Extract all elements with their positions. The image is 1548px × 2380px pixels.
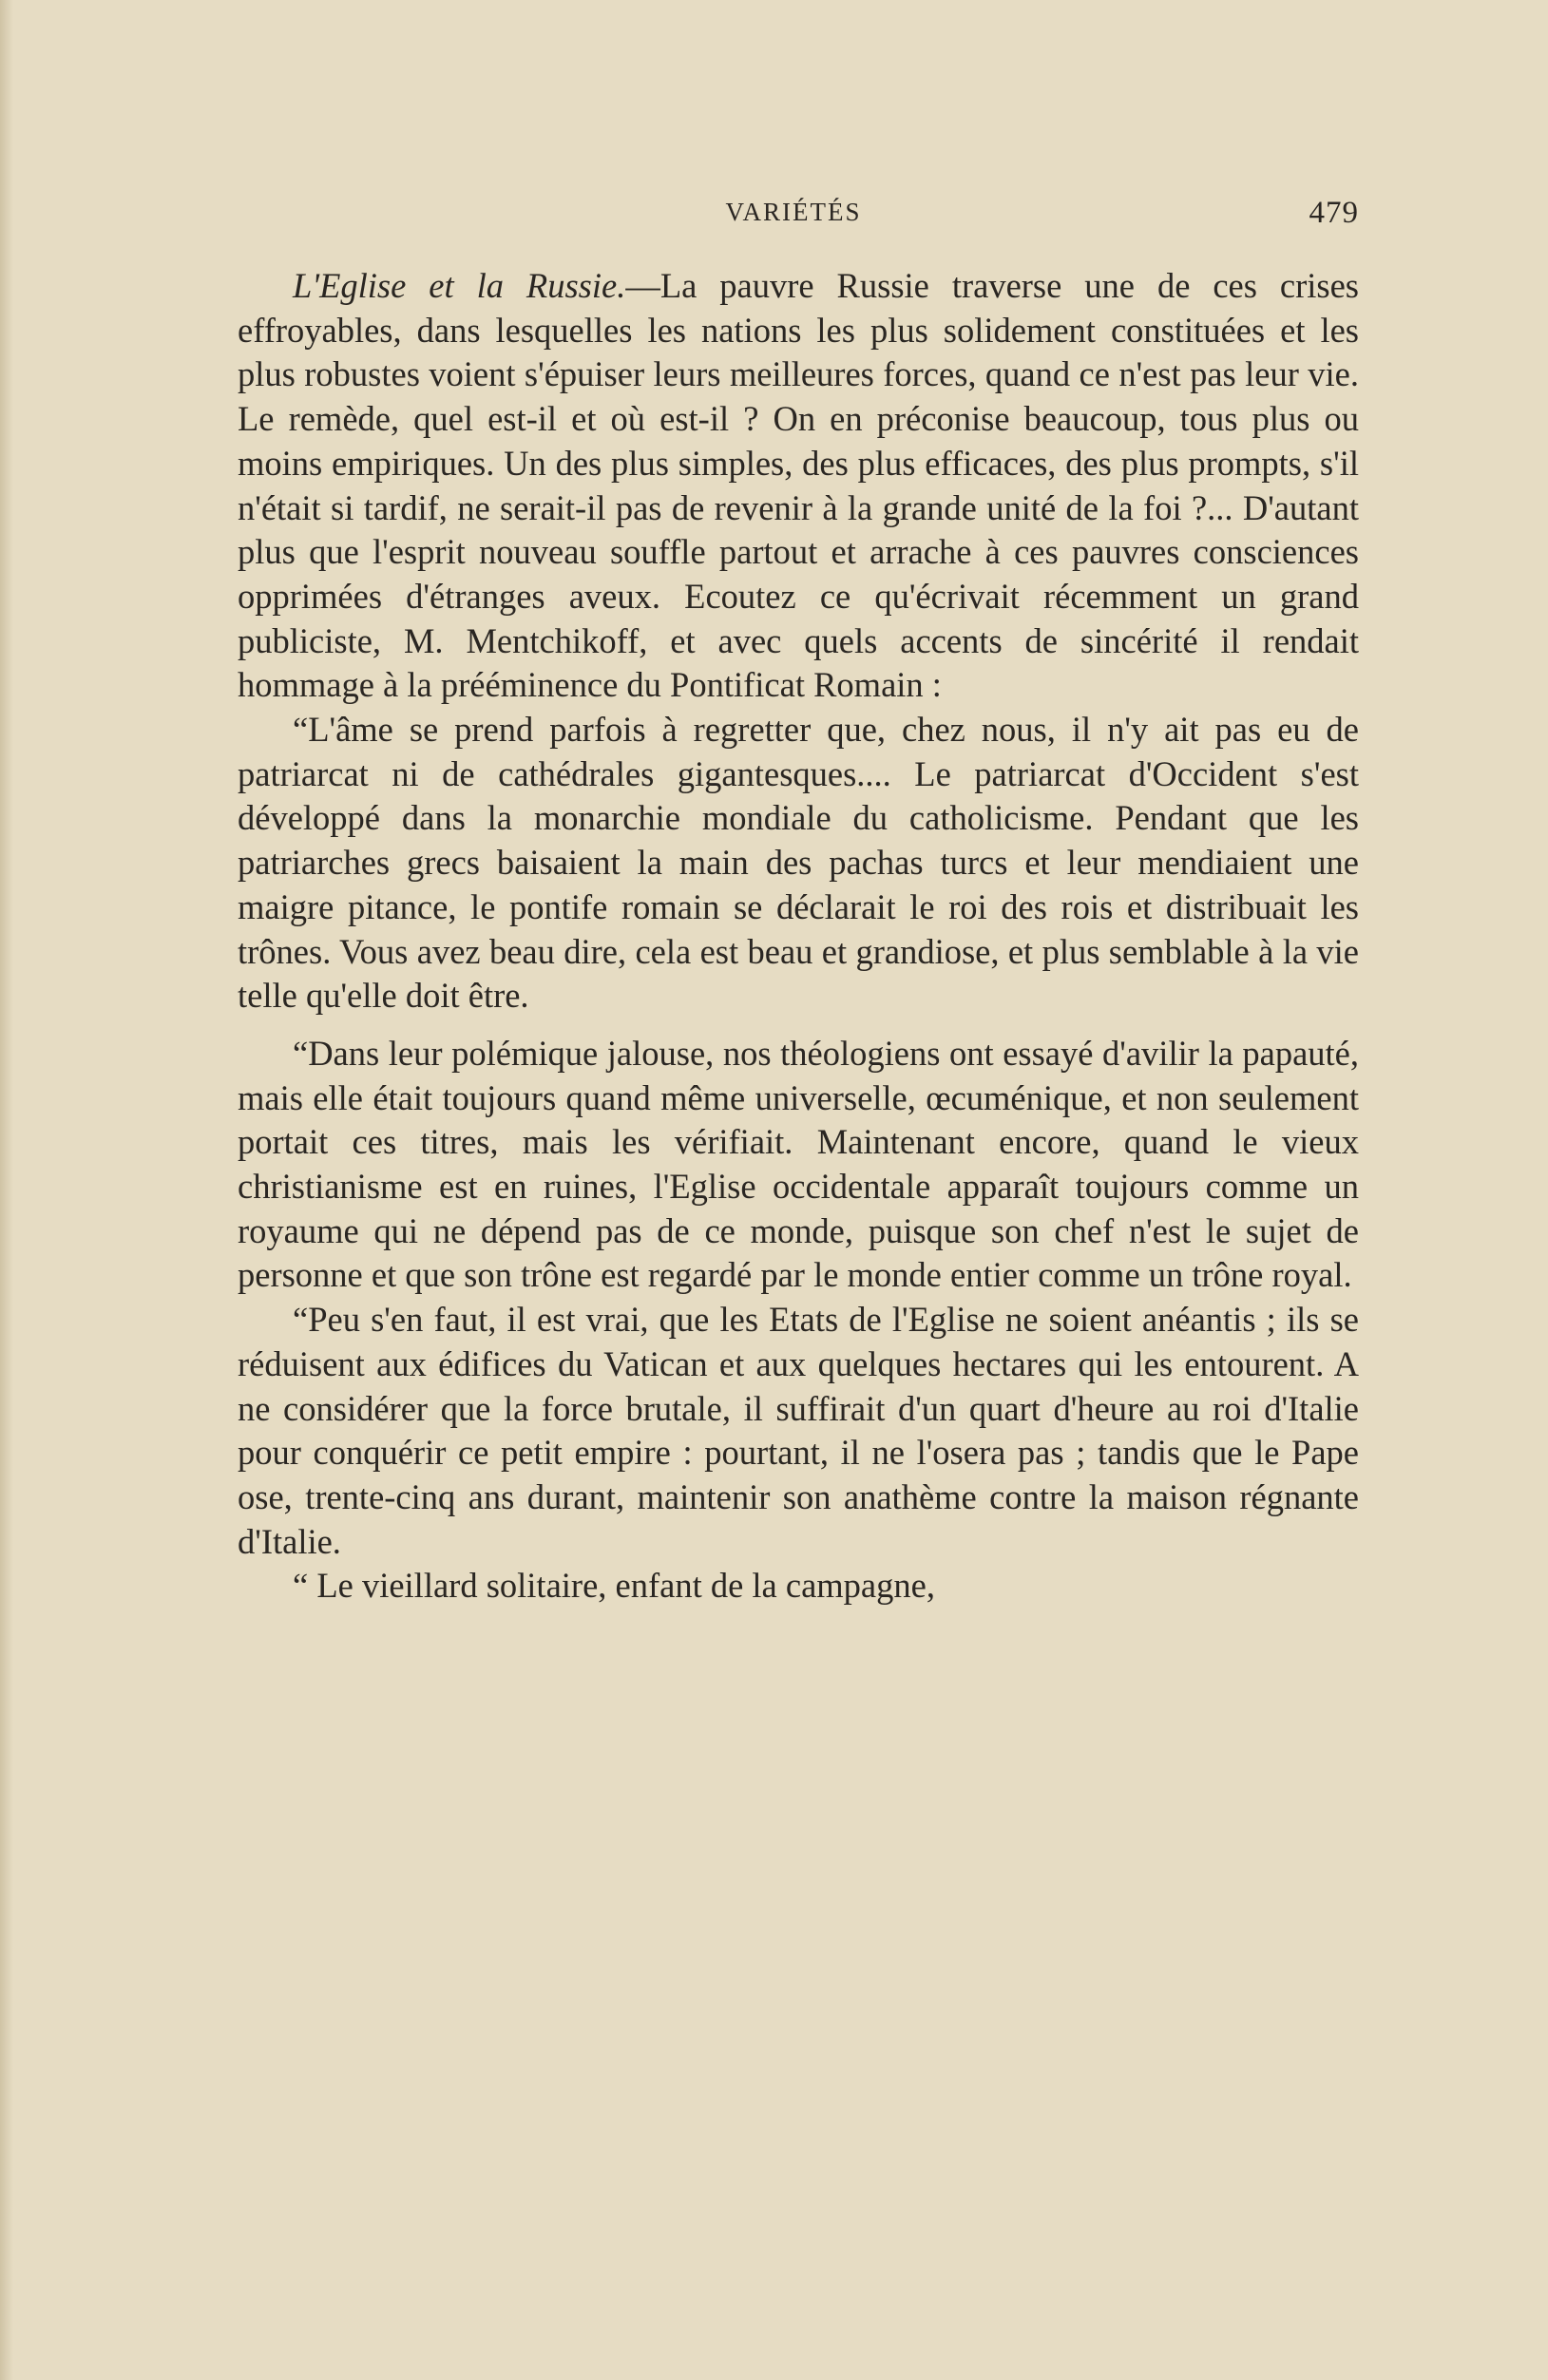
- running-title: VARIÉTÉS: [725, 198, 862, 226]
- paragraph-intro: [238, 264, 1359, 708]
- page-binding-edge: [0, 0, 13, 2380]
- article-title: L'Eglise et la Russie.: [293, 266, 626, 305]
- paragraph-quote-2: “Dans leur polémique jalouse, nos théologiens ont essayé d'avilir la papauté, mais elle était toujours quand même universelle, œcuménique, et non seulement portait ces titres, mais les vérifiait. Maintenant encore, quand le vieux christianisme est en ruines, l'Eglise occidentale apparaît toujours comme un royaume qui ne dépend pas de ce monde, puisque son chef n'est le sujet de personne et que son trône est regardé par le monde entier comme un trône royal.: [238, 1033, 1359, 1295]
- paragraph-quote-4: “ Le vieillard solitaire, enfant de la campagne,: [293, 1566, 935, 1606]
- page-number: 479: [1309, 196, 1359, 230]
- paragraph-intro-text: —La pauvre Russie traverse une de ces crises effroyables, dans lesquelles les nations les plus solidement constituées et les plus robustes voient s'épuiser leurs meilleures forces, quand ce n'est pas leur vie. Le remède, quel est-il et où est-il ? On en préconise beaucoup, tous plus ou moins empiriques. Un des plus simples, des plus efficaces, des plus prompts, s'il n'était si tardif, ne serait-il pas de revenir à la grande unité de la foi ?... D'autant plus que l'esprit nouveau souffle partout et arrache à ces pauvres consciences opprimées d'étranges aveux. Ecoutez ce qu'écrivait récemment un grand publiciste, M. Mentchikoff, et avec quels accents de sincérité il rendait hommage à la prééminence du Pontificat Romain :: [238, 266, 1359, 705]
- article-body: [238, 264, 1359, 1609]
- paragraph-quote-3: “Peu s'en faut, il est vrai, que les Etats de l'Eglise ne soient anéantis ; ils se réduisent aux édifices du Vatican et aux quelques hectares qui les entourent. A ne considérer que la force brutale, il suffirait d'un quart d'heure au roi d'Italie pour conquérir ce petit empire : pourtant, il ne l'osera pas ; tandis que le Pape ose, trente-cinq ans durant, maintenir son anathème contre la maison régnante d'Italie.: [238, 1300, 1359, 1561]
- running-header: [228, 198, 1359, 239]
- paragraph-quote-1: “L'âme se prend parfois à regretter que, chez nous, il n'y ait pas eu de patriarcat ni de cathédrales gigantesques.... Le patriarcat d'Occident s'est développé dans la monarchie mondiale du catholicisme. Pendant que les patriarches grecs baisaient la main des pachas turcs et leur mendiaient une maigre pitance, le pontife romain se déclarait le roi des rois et distribuait les trônes. Vous avez beau dire, cela est beau et grandiose, et plus semblable à la vie telle qu'elle doit être.: [238, 710, 1359, 1016]
